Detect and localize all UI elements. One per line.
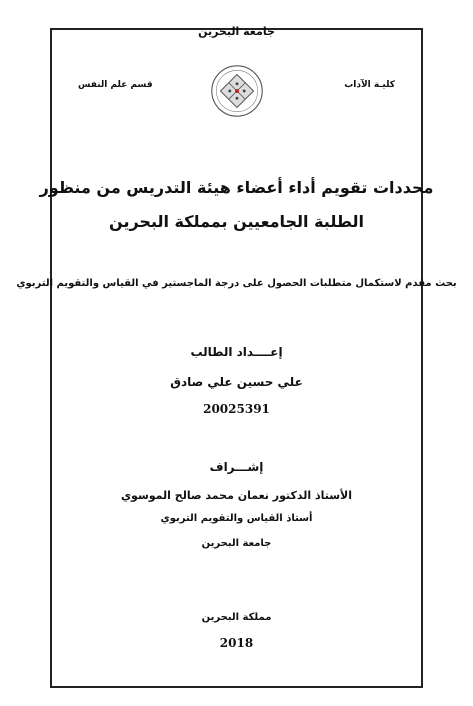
thesis-title-line-1: محددات تقويم أداء أعضاء هيئة التدريس من منظور [39, 178, 434, 197]
supervision-label: إشـــراف [209, 460, 264, 474]
college-name: كليـة الآداب [344, 80, 395, 90]
university-of-bahrain-seal-icon [210, 64, 264, 118]
thesis-title-line-2: الطلبة الجامعيين بمملكة البحرين [109, 212, 364, 231]
student-name: علي حسين علي صادق [170, 375, 303, 389]
department-name: قسم علم النفس [78, 80, 153, 90]
supervisor-university: جامعة البحرين [201, 538, 272, 549]
student-id: 20025391 [203, 402, 270, 416]
supervisor-title: أستاذ القياس والتقويم التربوي [160, 513, 313, 524]
degree-description: بحث مقدم لاستكمال متطلبات الحصول على درجة الماجستير في القياس والتقويم التربوي [16, 278, 457, 289]
prepared-by-label: إعــــداد الطالب [190, 345, 283, 359]
university-name: جامعة البحرين [198, 25, 275, 38]
year: 2018 [219, 636, 254, 650]
supervisor-name: الأستاذ الدكتور نعمان محمد صالح الموسوي [120, 489, 353, 502]
location: مملكة البحرين [201, 612, 272, 623]
